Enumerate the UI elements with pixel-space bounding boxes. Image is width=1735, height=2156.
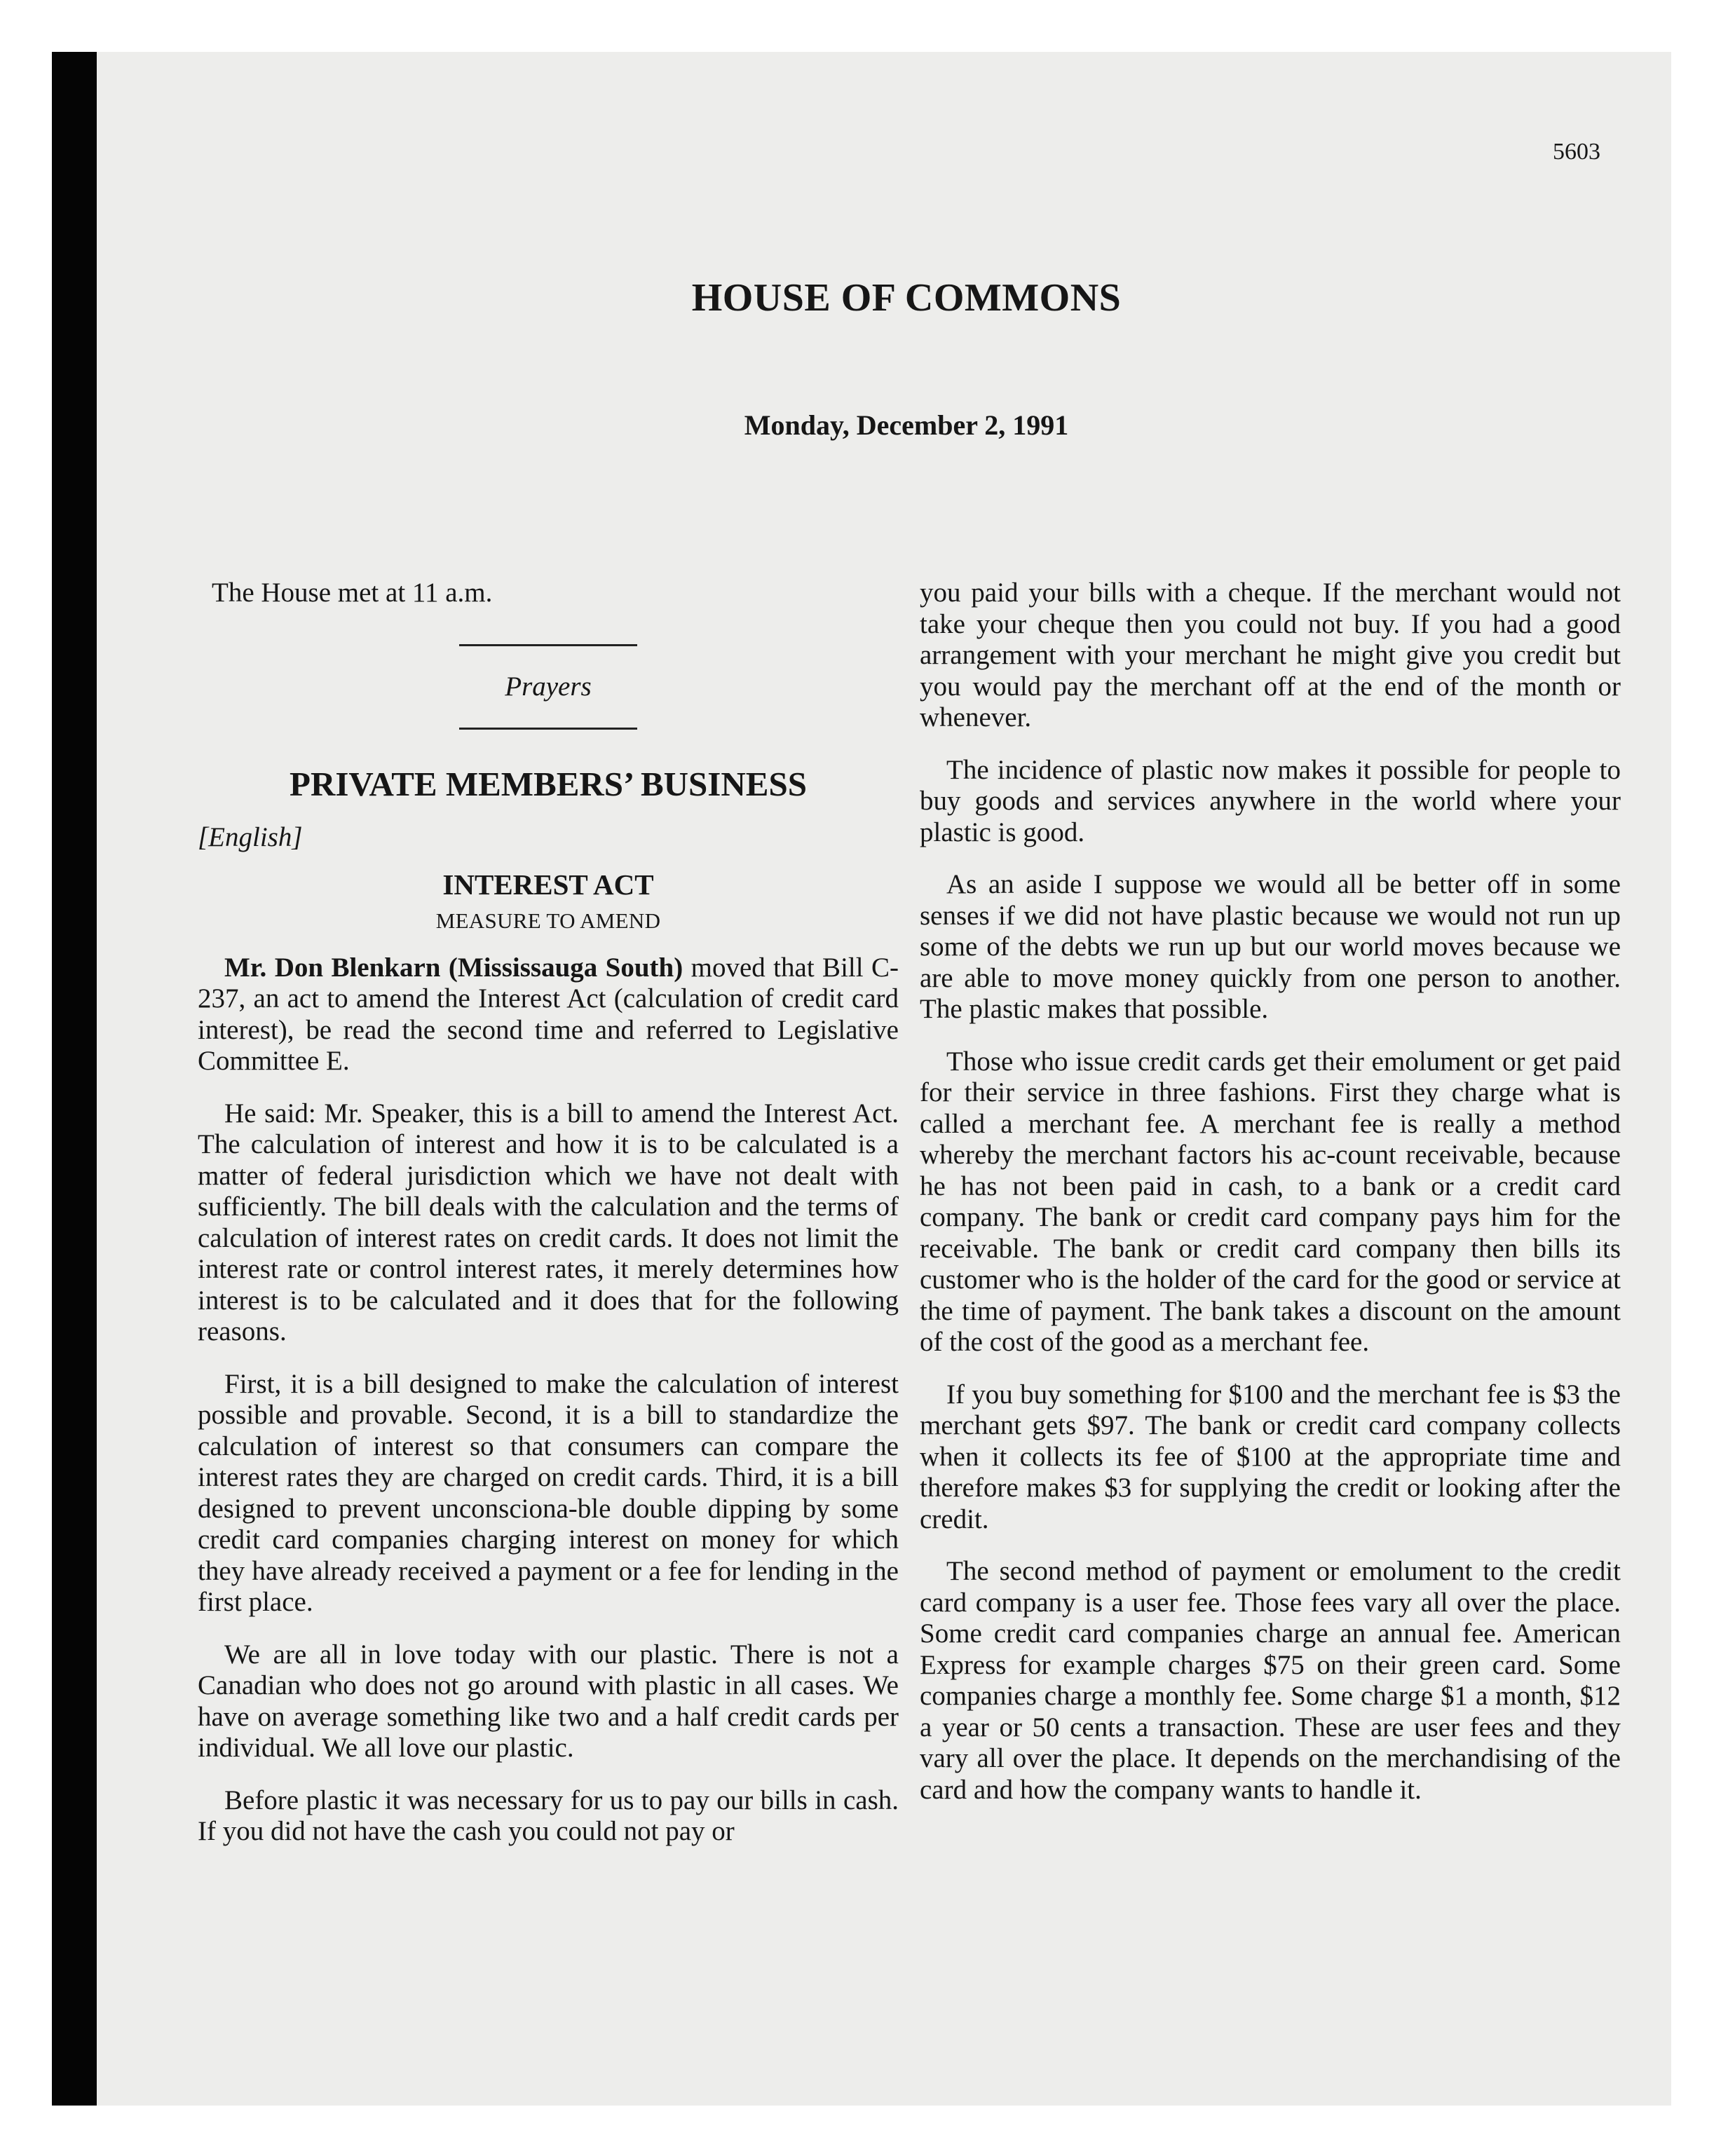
bill-title: INTEREST ACT	[442, 868, 654, 901]
sitting-date: Monday, December 2, 1991	[744, 409, 1069, 441]
scan-binding-edge	[52, 52, 97, 2106]
business-heading: PRIVATE MEMBERS’ BUSINESS	[290, 765, 807, 803]
page-number: 5603	[1553, 139, 1600, 165]
body-paragraph: Those who issue credit cards get their emolument or get paid for their service in three fashions. First they charge what is called a merchant fee. A merchant fee is really a method whereby the merchant factors his ac-count receivable, because he has not been paid in cash, to a bank or a credit card company. The bank or credit card company pays him for the receivable. The bank or credit card company then bills its customer who is the holder of the card for the good or service at the time of payment. The bank takes a discount on the amount of the cost of the good as a merchant fee.	[920, 1046, 1621, 1357]
language-tag: [English]	[198, 822, 303, 852]
body-paragraph: The incidence of plastic now makes it possible for people to buy goods and services anywhere in the world where your plastic is good.	[920, 754, 1621, 847]
motion-text: moved that Bill C-237, an act to amend the Interest Act (calculation of credit card interest), be read the second time and referred to Legislative Committee E.	[198, 952, 899, 1076]
body-paragraph: The second method of payment or emolument to the credit card company is a user fee. Those fees vary all over the place. Some credit card companies charge an annual fee. American Express for example charges $75 on their green card. Some companies charge a monthly fee. Some charge $1 a month, $12 a year or 50 cents a transaction. These are user fees and they vary all over the place. It depends on the merchandising of the card and how the company wants to handle it.	[920, 1556, 1621, 1805]
body-paragraph: As an aside I suppose we would all be better off in some senses if we did not have plastic because we would not run up some of the debts we run up but our world moves because we are able to move money quickly from one person to another. The plastic makes that possible.	[920, 869, 1621, 1024]
body-paragraph: you paid your bills with a cheque. If the merchant would not take your cheque then you could not buy. If you had a good arrangement with your merchant he might give you credit but you would pay the merchant off at the end of the month or whenever.	[920, 578, 1621, 732]
left-column	[198, 578, 899, 1869]
section-divider	[459, 644, 637, 646]
body-paragraph: Before plastic it was necessary for us to pay our bills in cash. If you did not have the cash you could not pay or	[198, 1785, 899, 1846]
body-paragraph: We are all in love today with our plastic. There is not a Canadian who does not go around with plastic in all cases. We have on average something like two and a half credit cards per individual. We all love our plastic.	[198, 1639, 899, 1763]
motion-paragraph	[198, 953, 899, 1077]
speaker-name: Mr. Don Blenkarn (Mississauga South)	[224, 952, 683, 983]
body-paragraph: If you buy something for $100 and the merchant fee is $3 the merchant gets $97. The bank or credit card company collects when it collects its fee of $100 at the appropriate time and therefore makes $3 for supplying the credit or looking after the credit.	[920, 1379, 1621, 1534]
section-divider	[459, 728, 637, 730]
body-paragraph: First, it is a bill designed to make the calculation of interest possible and provable. Second, it is a bill to standardize the calculation of interest so that consumers can compare the interest rates they are charged on credit cards. Third, it is a bill designed to prevent unconsciona-ble double dipping by some credit card companies charging interest on money for which they have already received a payment or a fee for lending in the first place.	[198, 1368, 899, 1617]
sitting-opened-line: The House met at 11 a.m.	[212, 578, 493, 608]
page-title: HOUSE OF COMMONS	[691, 276, 1122, 320]
right-column	[920, 578, 1621, 1827]
bill-subtitle: MEASURE TO AMEND	[435, 908, 661, 933]
body-paragraph: He said: Mr. Speaker, this is a bill to amend the Interest Act. The calculation of interest and how it is to be calculated is a matter of federal jurisdiction which we have not dealt with sufficiently. The bill deals with the calculation and the terms of calculation of interest rates on credit cards. It does not limit the interest rate or control interest rates, it merely determines how interest is to be calculated and it does that for the following reasons.	[198, 1098, 899, 1346]
prayers-heading: Prayers	[505, 671, 592, 702]
